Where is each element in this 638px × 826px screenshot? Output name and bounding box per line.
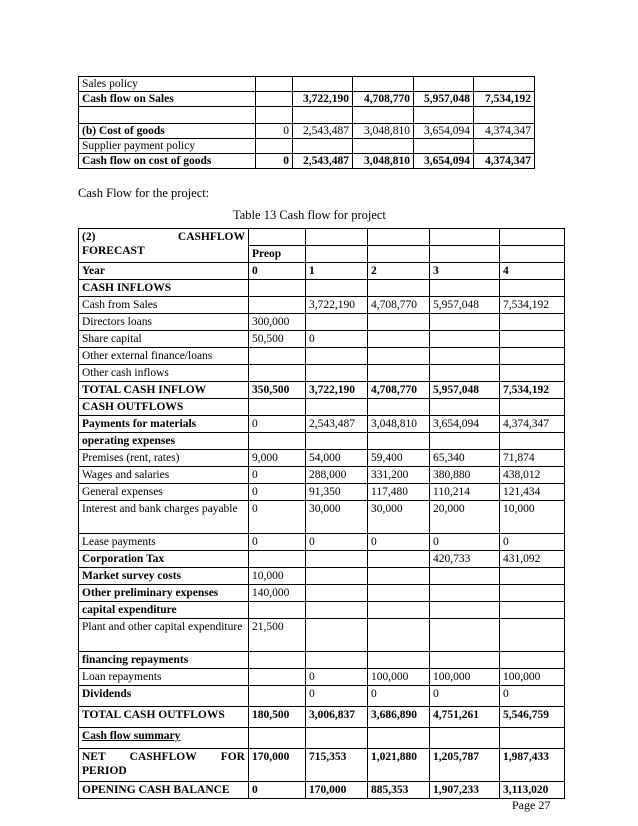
row-label: CASH INFLOWS xyxy=(79,280,249,297)
cashflow-forecast-table xyxy=(78,228,565,799)
value-cell: 3 xyxy=(430,263,500,280)
value-cell xyxy=(249,348,306,365)
value-cell xyxy=(430,602,500,619)
value-cell: 91,350 xyxy=(306,484,368,501)
row-label: Dividends xyxy=(79,686,249,707)
value-cell: 65,340 xyxy=(430,450,500,467)
value-cell: 0 xyxy=(256,154,293,169)
value-cell: 3,654,094 xyxy=(430,416,500,433)
value-cell: 117,480 xyxy=(368,484,430,501)
value-cell xyxy=(306,280,368,297)
value-cell xyxy=(414,107,474,124)
empty-cell xyxy=(249,229,306,246)
value-cell: 1 xyxy=(306,263,368,280)
value-cell xyxy=(249,686,306,707)
value-cell xyxy=(368,365,430,382)
value-cell xyxy=(368,399,430,416)
forecast-row xyxy=(79,728,565,749)
value-cell xyxy=(500,568,565,585)
value-cell xyxy=(306,585,368,602)
value-cell xyxy=(249,728,306,749)
value-cell: 5,957,048 xyxy=(414,92,474,107)
table-caption: Table 13 Cash flow for project xyxy=(233,208,386,222)
value-cell xyxy=(500,331,565,348)
value-cell xyxy=(293,139,353,154)
value-cell xyxy=(368,652,430,669)
value-cell xyxy=(430,280,500,297)
value-cell: 3,654,094 xyxy=(414,124,474,139)
value-cell: 0 xyxy=(500,534,565,551)
value-cell: 170,000 xyxy=(306,782,368,799)
row-label: Corporation Tax xyxy=(79,551,249,568)
forecast-row xyxy=(79,669,565,686)
value-cell: 3,048,810 xyxy=(368,416,430,433)
forecast-row xyxy=(79,484,565,501)
value-cell: 100,000 xyxy=(430,669,500,686)
value-cell: 1,987,433 xyxy=(500,749,565,782)
value-cell: 0 xyxy=(249,501,306,534)
row-label: Share capital xyxy=(79,331,249,348)
forecast-row xyxy=(79,399,565,416)
value-cell: 0 xyxy=(430,686,500,707)
value-cell xyxy=(293,77,353,92)
value-cell: 100,000 xyxy=(500,669,565,686)
value-cell: 20,000 xyxy=(430,501,500,534)
forecast-row xyxy=(79,280,565,297)
value-cell xyxy=(474,77,535,92)
value-cell xyxy=(306,399,368,416)
row-label: Premises (rent, rates) xyxy=(79,450,249,467)
section-heading: Cash Flow for the project: xyxy=(78,186,210,200)
value-cell: 10,000 xyxy=(500,501,565,534)
value-cell: 0 xyxy=(306,669,368,686)
row-label: Sales policy xyxy=(79,77,256,92)
row-label: operating expenses xyxy=(79,433,249,450)
row-label: (b) Cost of goods xyxy=(79,124,256,139)
value-cell xyxy=(256,92,293,107)
value-cell: 3,048,810 xyxy=(353,154,414,169)
row-label: Cash flow on Sales xyxy=(79,92,256,107)
value-cell xyxy=(368,433,430,450)
value-cell xyxy=(353,77,414,92)
value-cell xyxy=(249,652,306,669)
value-cell: 4 xyxy=(500,263,565,280)
value-cell: 4,708,770 xyxy=(353,92,414,107)
row-label: Wages and salaries xyxy=(79,467,249,484)
value-cell xyxy=(500,728,565,749)
empty-cell xyxy=(430,246,500,263)
row-label: Other external finance/loans xyxy=(79,348,249,365)
value-cell: 300,000 xyxy=(249,314,306,331)
forecast-row xyxy=(79,416,565,433)
row-label: NET CASHFLOW FOR PERIOD xyxy=(79,749,249,782)
forecast-row xyxy=(79,534,565,551)
value-cell xyxy=(430,348,500,365)
row-label: Lease payments xyxy=(79,534,249,551)
empty-cell xyxy=(500,246,565,263)
forecast-row xyxy=(79,450,565,467)
value-cell xyxy=(368,314,430,331)
value-cell xyxy=(430,399,500,416)
value-cell xyxy=(500,280,565,297)
value-cell xyxy=(368,551,430,568)
preop-label: Preop xyxy=(249,246,306,263)
value-cell: 30,000 xyxy=(368,501,430,534)
value-cell xyxy=(306,619,368,652)
value-cell: 4,374,347 xyxy=(474,124,535,139)
value-cell xyxy=(368,728,430,749)
value-cell: 2,543,487 xyxy=(293,124,353,139)
forecast-row xyxy=(79,382,565,399)
value-cell: 54,000 xyxy=(306,450,368,467)
value-cell xyxy=(249,399,306,416)
value-cell xyxy=(368,280,430,297)
value-cell: 4,708,770 xyxy=(368,382,430,399)
forecast-row xyxy=(79,749,565,782)
forecast-row xyxy=(79,652,565,669)
value-cell: 30,000 xyxy=(306,501,368,534)
value-cell: 1,205,787 xyxy=(430,749,500,782)
value-cell: 0 xyxy=(249,484,306,501)
forecast-row xyxy=(79,707,565,728)
value-cell xyxy=(293,107,353,124)
value-cell: 3,006,837 xyxy=(306,707,368,728)
value-cell: 331,200 xyxy=(368,467,430,484)
value-cell xyxy=(249,602,306,619)
value-cell xyxy=(500,433,565,450)
value-cell: 0 xyxy=(368,686,430,707)
cost-sales-table xyxy=(78,76,535,169)
value-cell xyxy=(474,139,535,154)
value-cell: 4,374,347 xyxy=(474,154,535,169)
value-cell xyxy=(430,568,500,585)
forecast-row xyxy=(79,686,565,707)
value-cell xyxy=(500,602,565,619)
value-cell: 100,000 xyxy=(368,669,430,686)
value-cell: 288,000 xyxy=(306,467,368,484)
value-cell xyxy=(500,619,565,652)
value-cell: 3,048,810 xyxy=(353,124,414,139)
cost-sales-table-body xyxy=(79,77,535,169)
value-cell: 431,092 xyxy=(500,551,565,568)
value-cell: 2,543,487 xyxy=(293,154,353,169)
value-cell: 7,534,192 xyxy=(500,382,565,399)
value-cell: 110,214 xyxy=(430,484,500,501)
value-cell xyxy=(306,568,368,585)
forecast-header-cell xyxy=(79,229,249,263)
value-cell: 0 xyxy=(430,534,500,551)
forecast-row xyxy=(79,619,565,652)
value-cell: 350,500 xyxy=(249,382,306,399)
forecast-row xyxy=(79,467,565,484)
value-cell: 885,353 xyxy=(368,782,430,799)
value-cell: 121,434 xyxy=(500,484,565,501)
value-cell xyxy=(474,107,535,124)
value-cell xyxy=(353,107,414,124)
cost-sales-row xyxy=(79,92,535,107)
value-cell: 0 xyxy=(249,467,306,484)
forecast-row xyxy=(79,263,565,280)
forecast-row xyxy=(79,551,565,568)
value-cell xyxy=(430,365,500,382)
empty-cell xyxy=(430,229,500,246)
forecast-row xyxy=(79,365,565,382)
value-cell: 3,113,020 xyxy=(500,782,565,799)
value-cell xyxy=(368,619,430,652)
empty-cell xyxy=(368,229,430,246)
value-cell xyxy=(430,652,500,669)
cost-sales-row xyxy=(79,107,535,124)
row-label: Cash from Sales xyxy=(79,297,249,314)
value-cell: 7,534,192 xyxy=(474,92,535,107)
value-cell: 170,000 xyxy=(249,749,306,782)
row-label: Payments for materials xyxy=(79,416,249,433)
value-cell: 3,654,094 xyxy=(414,154,474,169)
value-cell xyxy=(368,331,430,348)
value-cell xyxy=(500,399,565,416)
value-cell xyxy=(500,314,565,331)
cashflow-forecast-table-body xyxy=(79,229,565,799)
forecast-header-forecast: FORECAST xyxy=(82,245,145,257)
row-label: Directors loans xyxy=(79,314,249,331)
forecast-row xyxy=(79,568,565,585)
value-cell: 3,722,190 xyxy=(306,297,368,314)
value-cell xyxy=(430,585,500,602)
row-label xyxy=(79,107,256,124)
value-cell xyxy=(368,585,430,602)
value-cell xyxy=(368,568,430,585)
value-cell: 4,374,347 xyxy=(500,416,565,433)
value-cell xyxy=(256,107,293,124)
empty-cell xyxy=(368,246,430,263)
row-label: Other preliminary expenses xyxy=(79,585,249,602)
cost-sales-row xyxy=(79,139,535,154)
value-cell xyxy=(368,348,430,365)
value-cell xyxy=(249,280,306,297)
value-cell: 4,708,770 xyxy=(368,297,430,314)
value-cell: 0 xyxy=(306,534,368,551)
value-cell: 50,500 xyxy=(249,331,306,348)
row-label: TOTAL CASH INFLOW xyxy=(79,382,249,399)
value-cell xyxy=(353,139,414,154)
value-cell xyxy=(500,585,565,602)
value-cell xyxy=(306,551,368,568)
row-label: Year xyxy=(79,263,249,280)
value-cell: 10,000 xyxy=(249,568,306,585)
row-label: Cash flow summary xyxy=(79,728,249,749)
value-cell: 71,874 xyxy=(500,450,565,467)
value-cell xyxy=(306,433,368,450)
value-cell xyxy=(249,669,306,686)
forecast-header-word: CASHFLOW xyxy=(177,231,245,243)
forecast-row xyxy=(79,331,565,348)
forecast-row xyxy=(79,348,565,365)
row-label: OPENING CASH BALANCE xyxy=(79,782,249,799)
value-cell: 0 xyxy=(249,534,306,551)
value-cell: 5,957,048 xyxy=(430,382,500,399)
row-label: Plant and other capital expenditure xyxy=(79,619,249,652)
forecast-row xyxy=(79,297,565,314)
value-cell xyxy=(414,77,474,92)
value-cell xyxy=(500,365,565,382)
value-cell xyxy=(368,602,430,619)
value-cell: 380,880 xyxy=(430,467,500,484)
row-label: Supplier payment policy xyxy=(79,139,256,154)
value-cell xyxy=(256,77,293,92)
value-cell xyxy=(249,297,306,314)
forecast-header-number: (2) xyxy=(82,231,96,243)
value-cell xyxy=(249,551,306,568)
value-cell: 5,546,759 xyxy=(500,707,565,728)
empty-cell xyxy=(306,246,368,263)
value-cell: 0 xyxy=(500,686,565,707)
value-cell: 9,000 xyxy=(249,450,306,467)
value-cell xyxy=(500,348,565,365)
value-cell: 7,534,192 xyxy=(500,297,565,314)
value-cell: 3,722,190 xyxy=(306,382,368,399)
value-cell: 21,500 xyxy=(249,619,306,652)
value-cell: 0 xyxy=(256,124,293,139)
value-cell xyxy=(306,652,368,669)
value-cell: 180,500 xyxy=(249,707,306,728)
forecast-row xyxy=(79,433,565,450)
value-cell xyxy=(306,602,368,619)
value-cell: 3,722,190 xyxy=(293,92,353,107)
forecast-row xyxy=(79,585,565,602)
forecast-row xyxy=(79,782,565,799)
value-cell xyxy=(306,728,368,749)
row-label: Other cash inflows xyxy=(79,365,249,382)
forecast-row xyxy=(79,602,565,619)
value-cell: 0 xyxy=(249,416,306,433)
empty-cell xyxy=(306,229,368,246)
value-cell: 1,021,880 xyxy=(368,749,430,782)
value-cell: 715,353 xyxy=(306,749,368,782)
empty-cell xyxy=(500,229,565,246)
row-label: TOTAL CASH OUTFLOWS xyxy=(79,707,249,728)
row-label: Cash flow on cost of goods xyxy=(79,154,256,169)
value-cell: 2 xyxy=(368,263,430,280)
row-label: capital expenditure xyxy=(79,602,249,619)
value-cell: 420,733 xyxy=(430,551,500,568)
forecast-row xyxy=(79,501,565,534)
value-cell xyxy=(430,331,500,348)
value-cell xyxy=(306,365,368,382)
value-cell: 2,543,487 xyxy=(306,416,368,433)
cost-sales-row xyxy=(79,124,535,139)
page-number: Page 27 xyxy=(512,798,551,812)
cost-sales-row xyxy=(79,154,535,169)
value-cell: 4,751,261 xyxy=(430,707,500,728)
row-label: Interest and bank charges payable xyxy=(79,501,249,534)
row-label: Market survey costs xyxy=(79,568,249,585)
row-label: CASH OUTFLOWS xyxy=(79,399,249,416)
cost-sales-row xyxy=(79,77,535,92)
value-cell: 0 xyxy=(249,263,306,280)
value-cell xyxy=(306,314,368,331)
value-cell: 59,400 xyxy=(368,450,430,467)
value-cell: 0 xyxy=(306,331,368,348)
value-cell: 0 xyxy=(249,782,306,799)
row-label: Loan repayments xyxy=(79,669,249,686)
forecast-header-row xyxy=(79,229,565,246)
value-cell xyxy=(256,139,293,154)
value-cell: 140,000 xyxy=(249,585,306,602)
value-cell xyxy=(430,314,500,331)
value-cell: 0 xyxy=(306,686,368,707)
value-cell: 3,686,890 xyxy=(368,707,430,728)
value-cell: 1,907,233 xyxy=(430,782,500,799)
value-cell: 0 xyxy=(368,534,430,551)
forecast-row xyxy=(79,314,565,331)
value-cell xyxy=(500,652,565,669)
value-cell xyxy=(430,728,500,749)
value-cell xyxy=(249,365,306,382)
row-label: financing repayments xyxy=(79,652,249,669)
value-cell xyxy=(306,348,368,365)
value-cell: 5,957,048 xyxy=(430,297,500,314)
value-cell xyxy=(249,433,306,450)
value-cell xyxy=(430,433,500,450)
value-cell xyxy=(430,619,500,652)
value-cell xyxy=(414,139,474,154)
row-label: General expenses xyxy=(79,484,249,501)
value-cell: 438,012 xyxy=(500,467,565,484)
